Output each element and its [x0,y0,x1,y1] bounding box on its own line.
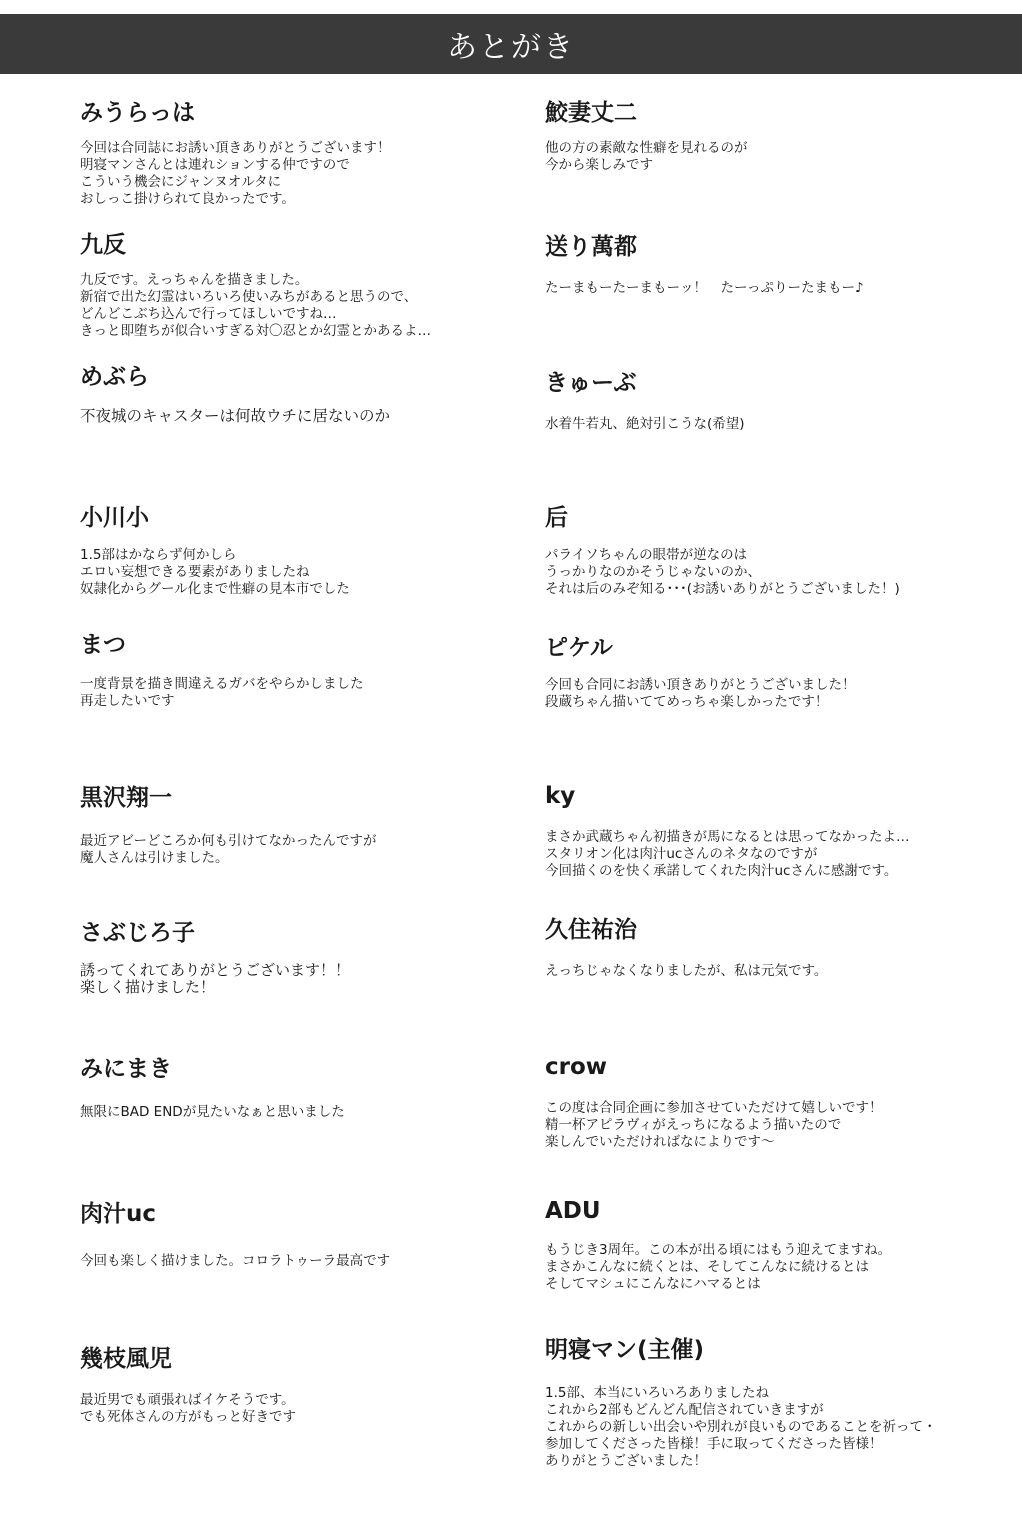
comment-line: それは后のみぞ知る･･･(お誘いありがとうございました！) [545,581,900,597]
author-name: 鮫妻丈二 [545,100,637,126]
comment [545,1100,883,1151]
entry [545,633,856,711]
comment-line: 今回も合同にお誘い頂きありがとうございました！ [545,677,856,693]
comment-line: エロい妄想できる要素がありましたね [80,564,310,580]
comment-line: 新宿で出た幻霊はいろいろ使いみちがあると思うので、 [80,289,418,305]
comment-line: 今回は合同誌にお誘い頂きありがとうございます！ [80,140,391,156]
entry [80,630,364,710]
page-title: あとがき [447,30,575,65]
comment [80,676,364,710]
entry [80,1054,345,1121]
entry [545,232,864,297]
entry [80,230,431,340]
comment-line: 九反です。えっちゃんを描きました。 [80,272,309,288]
entry [545,915,827,980]
comment-line: もうじき3周年。この本が出る頃にはもう迎えてますね。 [545,1242,892,1258]
comment-line: 精一杯アピラヴィがえっちになるよう描いたので [545,1117,842,1133]
author-name: ADU [545,1198,601,1224]
comment-line: 今回も楽しく描けました。コロラトゥーラ最高です [80,1253,391,1269]
author-name: めぶら [80,364,149,390]
entry [80,783,376,867]
comment-line: 1.5部はかならず何かしら [80,547,237,563]
author-name: crow [545,1054,608,1080]
comment [80,547,350,598]
comment [545,140,748,174]
author-name: 久住祐治 [545,917,637,943]
entry [545,503,900,598]
comment-line: うっかりなのかそうじゃないのか、 [545,564,761,580]
author-name: みうらっは [80,100,195,126]
comment-line: まさか武蔵ちゃん初描きが馬になるとは思ってなかったよ… [545,829,910,845]
author-name: 幾枝風児 [80,1346,172,1372]
author-name: 送り萬都 [545,234,637,260]
author-name: 九反 [80,232,126,258]
comment-line: これから2部もどんどん配信されていきますが [545,1402,824,1418]
comment-line: まさかこんなに続くとは、そしてこんなに続けるとは [545,1259,869,1275]
comment-line: 1.5部、本当にいろいろありましたね [545,1385,769,1401]
comment-line: えっちじゃなくなりましたが、私は元気です。 [545,963,828,979]
comment-line: 今から楽しみです [545,157,653,173]
comment [545,963,827,980]
comment-line: 水着牛若丸、絶対引こうな(希望) [545,416,745,432]
comment-line: でも死体さんの方がもっと好きです [80,1409,296,1425]
entry [545,1335,937,1470]
comment-line: 一度背景を描き間違えるガバをやらかしました [80,676,364,692]
comment-line: これからの新しい出会いや別れが良いものであることを祈って・ [545,1419,937,1435]
comment [545,1242,891,1293]
comment [80,140,391,208]
comment [80,408,390,425]
comment-line: 不夜城のキャスターは何故ウチに居ないのか [80,407,391,425]
comment [80,1392,296,1426]
comment-line: 明寝マンさんとは連れションする仲ですので [80,157,350,173]
comment-line: たーまもーたーまもーッ！ たーっぷりーたまもー♪ [545,280,864,296]
author-name: 肉汁uc [80,1201,157,1227]
comment-line: 誘ってくれてありがとうございます！！ [80,961,351,979]
comment [80,272,431,340]
comment-line: どんどこぶち込んで行ってほしいですね… [80,306,337,322]
comment [545,1385,937,1470]
comment-line: 無限にBAD ENDが見たいなぁと思いました [80,1104,345,1120]
comment [80,833,376,867]
entry [545,368,745,433]
comment-line: おしっこ掛けられて良かったです。 [80,191,295,207]
entry [545,1196,891,1293]
comment [80,962,350,996]
comment [545,416,745,433]
comment-line: 他の方の素敵な性癖を見れるのが [545,140,748,156]
comment-line: パライソちゃんの眼帯が逆なのは [545,547,748,563]
comment-line: そしてマシュにこんなにハマるとは [545,1276,761,1292]
entry [80,98,391,208]
comment-line: スタリオン化は肉汁ucさんのネタなのですが [545,846,818,862]
entry [545,98,748,174]
author-name: ky [545,783,576,809]
comment-line: 今回描くのを快く承諾してくれた肉汁ucさんに感謝です。 [545,863,898,879]
comment-line: 魔人さんは引けました。 [80,850,229,866]
author-name: さぶじろ子 [80,920,195,946]
comment-line: 段蔵ちゃん描いててめっちゃ楽しかったです！ [545,694,829,710]
author-name: 后 [545,505,568,531]
entry [80,918,350,996]
comment-line: 再走したいです [80,693,175,709]
comment-line: こういう機会にジャンヌオルタに [80,174,282,190]
comment [545,547,900,598]
author-name: きゅーぶ [545,370,637,396]
comment [545,829,910,880]
author-name: ピケル [545,635,613,661]
comment-line: ありがとうございました！ [545,1453,707,1469]
entry [80,1199,390,1270]
comment-line: この度は合同企画に参加させていただけて嬉しいです！ [545,1100,883,1116]
header-bar [0,14,1022,74]
author-name: みにまき [80,1056,172,1082]
entry [80,362,390,425]
comment [80,1104,345,1121]
author-name: まつ [80,632,126,658]
comment-line: きっと即堕ちが似合いすぎる対〇忍とか幻霊とかあるよ… [80,323,431,339]
comment [545,677,856,711]
comment [545,280,864,297]
comment-line: 楽しく描けました！ [80,978,216,996]
comment-line: 最近男でも頑張ればイケそうです。 [80,1392,295,1408]
entry [545,1052,883,1151]
comment-line: 最近アビーどころか何も引けてなかったんですが [80,833,377,849]
comment-line: 奴隷化からグール化まで性癖の見本市でした [80,581,350,597]
comment [80,1253,390,1270]
entry [80,1344,296,1426]
author-name: 黒沢翔一 [80,785,172,811]
comment-line: 楽しんでいただければなによりです～ [545,1134,775,1150]
author-name: 明寝マン(主催) [545,1337,705,1363]
entry [545,781,910,880]
entry [80,503,350,598]
comment-line: 参加してくださった皆様！手に取ってくださった皆様！ [545,1436,883,1452]
author-name: 小川小 [80,505,149,531]
